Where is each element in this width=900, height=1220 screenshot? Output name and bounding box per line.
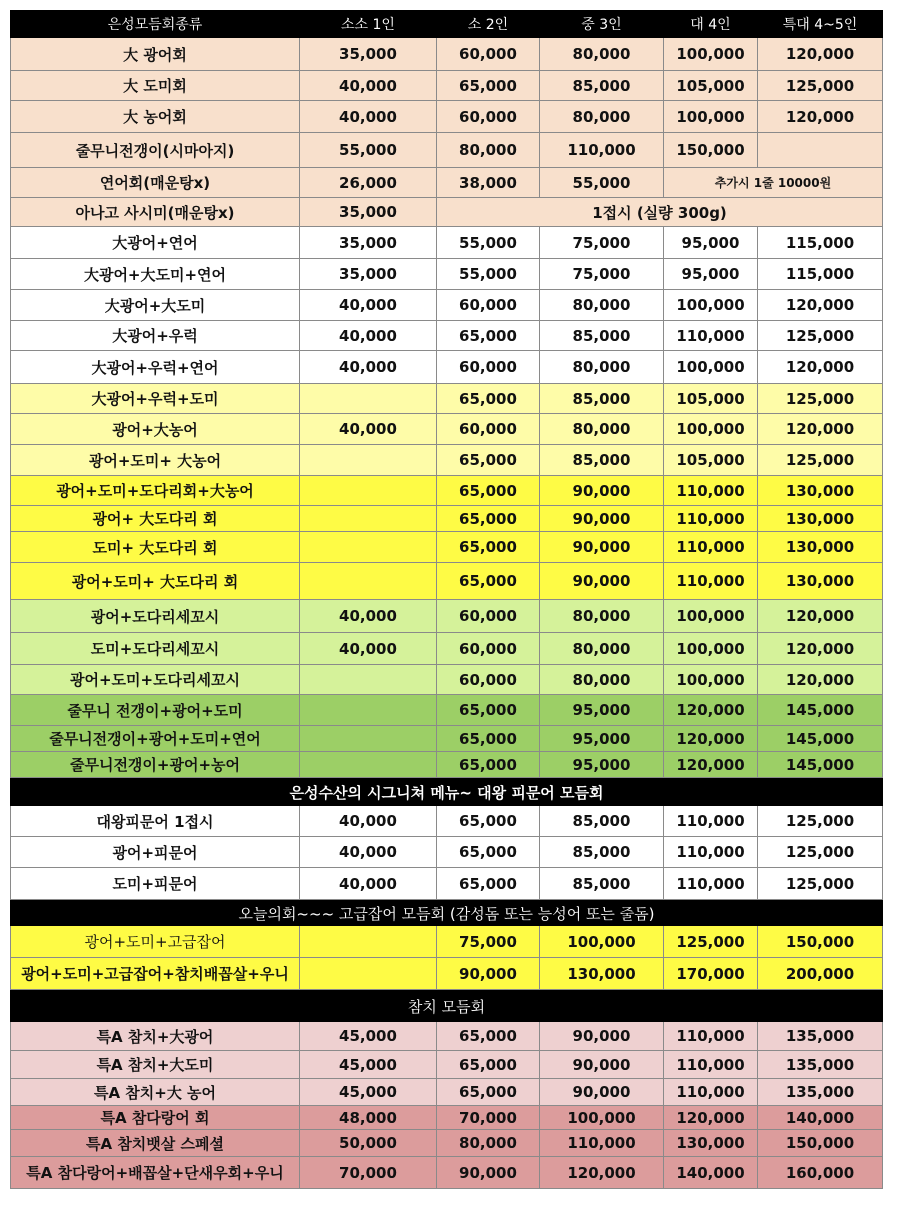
header-size-2: 소 2인 [437, 10, 540, 38]
price-size-1 [300, 563, 437, 600]
price-size-5: 120,000 [758, 633, 883, 665]
price-size-3: 90,000 [540, 476, 664, 506]
price-size-5: 130,000 [758, 563, 883, 600]
menu-row [10, 633, 883, 665]
menu-row [10, 1051, 883, 1079]
price-size-5: 125,000 [758, 806, 883, 837]
price-size-5: 145,000 [758, 752, 883, 778]
menu-name: 大광어+연어 [10, 227, 300, 259]
menu-row [10, 665, 883, 695]
menu-row [10, 290, 883, 321]
menu-row [10, 1079, 883, 1106]
price-size-4: 110,000 [664, 837, 758, 868]
menu-row [10, 445, 883, 476]
price-size-2: 65,000 [437, 868, 540, 900]
price-size-2: 65,000 [437, 71, 540, 101]
price-size-1: 40,000 [300, 71, 437, 101]
price-size-4: 95,000 [664, 259, 758, 290]
price-size-5: 125,000 [758, 837, 883, 868]
menu-name: 특A 참치+大 농어 [10, 1079, 300, 1106]
menu-row [10, 259, 883, 290]
menu-name: 연어회(매운탕x) [10, 168, 300, 198]
menu-row [10, 837, 883, 868]
menu-name: 大 농어회 [10, 101, 300, 133]
price-size-3: 85,000 [540, 384, 664, 414]
price-size-2: 65,000 [437, 476, 540, 506]
price-size-4: 110,000 [664, 321, 758, 351]
menu-name: 도미+피문어 [10, 868, 300, 900]
price-size-3: 80,000 [540, 633, 664, 665]
menu-name: 광어+ 大도다리 회 [10, 506, 300, 532]
menu-name: 도미+도다리세꼬시 [10, 633, 300, 665]
price-size-4: 100,000 [664, 600, 758, 633]
menu-name: 광어+피문어 [10, 837, 300, 868]
price-size-4: 100,000 [664, 665, 758, 695]
price-size-4: 120,000 [664, 726, 758, 752]
price-size-3: 75,000 [540, 227, 664, 259]
price-size-1: 45,000 [300, 1079, 437, 1106]
price-size-5: 120,000 [758, 38, 883, 71]
price-size-5: 120,000 [758, 665, 883, 695]
price-size-5: 115,000 [758, 227, 883, 259]
price-size-4: 120,000 [664, 1106, 758, 1130]
price-size-1: 50,000 [300, 1130, 437, 1157]
price-size-1: 40,000 [300, 868, 437, 900]
price-size-1: 45,000 [300, 1022, 437, 1051]
price-size-1: 40,000 [300, 351, 437, 384]
menu-row [10, 198, 883, 227]
menu-row [10, 71, 883, 101]
price-size-3: 95,000 [540, 695, 664, 726]
table-header [10, 10, 883, 38]
menu-name: 大 도미회 [10, 71, 300, 101]
price-size-5: 135,000 [758, 1022, 883, 1051]
price-size-2: 65,000 [437, 1079, 540, 1106]
price-size-1 [300, 926, 437, 958]
price-size-2: 60,000 [437, 290, 540, 321]
price-size-4: 110,000 [664, 563, 758, 600]
price-size-2: 60,000 [437, 665, 540, 695]
price-size-5: 120,000 [758, 101, 883, 133]
menu-name: 大광어+大도미 [10, 290, 300, 321]
price-size-4: 125,000 [664, 926, 758, 958]
price-size-2: 65,000 [437, 1051, 540, 1079]
price-size-4: 105,000 [664, 71, 758, 101]
menu-name: 광어+도미+고급잡어+참치배꼽살+우니 [10, 958, 300, 990]
menu-name: 광어+도미+고급잡어 [10, 926, 300, 958]
price-size-4: 105,000 [664, 384, 758, 414]
price-size-3: 120,000 [540, 1157, 664, 1189]
price-size-1 [300, 476, 437, 506]
menu-name: 광어+도다리세꼬시 [10, 600, 300, 633]
price-size-2: 65,000 [437, 695, 540, 726]
price-size-5: 150,000 [758, 1130, 883, 1157]
price-size-5: 160,000 [758, 1157, 883, 1189]
price-size-2: 65,000 [437, 837, 540, 868]
menu-row [10, 695, 883, 726]
menu-row [10, 506, 883, 532]
price-size-2: 60,000 [437, 414, 540, 445]
price-size-2: 55,000 [437, 259, 540, 290]
section-title: 오늘의회~~~ 고급잡어 모듬회 (감성돔 또는 능성어 또는 줄돔) [10, 900, 883, 926]
price-size-2: 60,000 [437, 101, 540, 133]
price-size-4: 100,000 [664, 290, 758, 321]
price-size-3: 85,000 [540, 806, 664, 837]
price-size-2: 60,000 [437, 351, 540, 384]
section-title: 참치 모듬회 [10, 990, 883, 1022]
price-size-1: 48,000 [300, 1106, 437, 1130]
menu-row [10, 168, 883, 198]
menu-row [10, 476, 883, 506]
menu-row [10, 414, 883, 445]
menu-row [10, 958, 883, 990]
price-size-5: 125,000 [758, 71, 883, 101]
price-size-2: 60,000 [437, 38, 540, 71]
price-size-2: 90,000 [437, 958, 540, 990]
header-size-4: 대 4인 [664, 10, 758, 38]
section-header [10, 778, 883, 806]
price-size-3: 90,000 [540, 506, 664, 532]
price-size-1 [300, 752, 437, 778]
menu-name: 특A 참치+大광어 [10, 1022, 300, 1051]
price-size-4: 100,000 [664, 101, 758, 133]
price-size-2: 90,000 [437, 1157, 540, 1189]
price-size-1: 35,000 [300, 38, 437, 71]
price-size-5: 145,000 [758, 695, 883, 726]
section-header [10, 900, 883, 926]
menu-row [10, 351, 883, 384]
price-size-3: 80,000 [540, 290, 664, 321]
price-size-1: 35,000 [300, 198, 437, 227]
price-size-3: 85,000 [540, 837, 664, 868]
price-size-5: 125,000 [758, 868, 883, 900]
price-size-3: 95,000 [540, 752, 664, 778]
menu-row [10, 868, 883, 900]
menu-name: 광어+大농어 [10, 414, 300, 445]
price-size-1 [300, 695, 437, 726]
price-size-2: 60,000 [437, 600, 540, 633]
price-size-1: 45,000 [300, 1051, 437, 1079]
price-size-4: 110,000 [664, 532, 758, 563]
price-size-2: 65,000 [437, 563, 540, 600]
menu-row [10, 1130, 883, 1157]
price-size-3: 110,000 [540, 133, 664, 168]
price-size-5: 120,000 [758, 600, 883, 633]
price-size-5: 140,000 [758, 1106, 883, 1130]
menu-name: 줄무니전갱이+광어+농어 [10, 752, 300, 778]
price-size-3: 80,000 [540, 665, 664, 695]
price-size-2: 65,000 [437, 726, 540, 752]
menu-row [10, 600, 883, 633]
price-size-1 [300, 532, 437, 563]
price-size-5 [758, 133, 883, 168]
price-size-2: 65,000 [437, 445, 540, 476]
menu-row [10, 926, 883, 958]
price-size-1 [300, 445, 437, 476]
header-size-1: 소소 1인 [300, 10, 437, 38]
price-size-3: 80,000 [540, 101, 664, 133]
price-size-4: 110,000 [664, 1022, 758, 1051]
menu-row [10, 1157, 883, 1189]
price-size-3: 85,000 [540, 321, 664, 351]
price-size-2: 55,000 [437, 227, 540, 259]
menu-row [10, 752, 883, 778]
menu-row [10, 384, 883, 414]
price-size-1: 40,000 [300, 633, 437, 665]
price-size-1: 40,000 [300, 837, 437, 868]
price-size-3: 90,000 [540, 1022, 664, 1051]
menu-row [10, 133, 883, 168]
menu-name: 광어+도미+도다리세꼬시 [10, 665, 300, 695]
price-size-3: 80,000 [540, 351, 664, 384]
menu-row [10, 1022, 883, 1051]
serving-note: 1접시 (실량 300g) [437, 198, 883, 227]
price-size-4: 110,000 [664, 868, 758, 900]
price-size-3: 90,000 [540, 1079, 664, 1106]
price-size-1 [300, 506, 437, 532]
price-size-4: 105,000 [664, 445, 758, 476]
menu-row [10, 321, 883, 351]
menu-name: 大광어+우럭 [10, 321, 300, 351]
header-size-5: 특대 4~5인 [758, 10, 883, 38]
price-size-4: 140,000 [664, 1157, 758, 1189]
price-size-5: 125,000 [758, 445, 883, 476]
price-size-3: 90,000 [540, 1051, 664, 1079]
menu-name: 특A 참치+大도미 [10, 1051, 300, 1079]
price-size-2: 65,000 [437, 321, 540, 351]
price-size-5: 125,000 [758, 384, 883, 414]
price-size-5: 200,000 [758, 958, 883, 990]
price-size-1: 55,000 [300, 133, 437, 168]
price-size-3: 90,000 [540, 563, 664, 600]
price-size-5: 120,000 [758, 351, 883, 384]
price-size-1: 70,000 [300, 1157, 437, 1189]
price-size-1 [300, 958, 437, 990]
price-size-1 [300, 665, 437, 695]
price-size-5: 120,000 [758, 290, 883, 321]
price-size-3: 85,000 [540, 71, 664, 101]
price-size-4: 110,000 [664, 1079, 758, 1106]
price-size-5: 135,000 [758, 1051, 883, 1079]
price-size-3: 100,000 [540, 1106, 664, 1130]
menu-name: 대왕피문어 1접시 [10, 806, 300, 837]
price-size-4: 150,000 [664, 133, 758, 168]
header-size-3: 중 3인 [540, 10, 664, 38]
price-size-3: 130,000 [540, 958, 664, 990]
menu-row [10, 227, 883, 259]
price-size-3: 80,000 [540, 600, 664, 633]
section-title: 은성수산의 시그니쳐 메뉴~ 대왕 피문어 모듬회 [10, 778, 883, 806]
menu-name: 광어+도미+도다리회+大농어 [10, 476, 300, 506]
price-size-1: 26,000 [300, 168, 437, 198]
price-size-5: 115,000 [758, 259, 883, 290]
price-size-4: 120,000 [664, 695, 758, 726]
price-size-2: 75,000 [437, 926, 540, 958]
price-size-5: 135,000 [758, 1079, 883, 1106]
menu-name: 줄무니전갱이+광어+도미+연어 [10, 726, 300, 752]
menu-name: 광어+도미+ 大도다리 회 [10, 563, 300, 600]
price-size-1 [300, 384, 437, 414]
price-size-4: 100,000 [664, 351, 758, 384]
price-size-3: 85,000 [540, 868, 664, 900]
price-size-2: 65,000 [437, 384, 540, 414]
price-size-1 [300, 726, 437, 752]
menu-name: 줄무니전갱이(시마아지) [10, 133, 300, 168]
price-size-5: 130,000 [758, 476, 883, 506]
price-size-3: 80,000 [540, 414, 664, 445]
menu-row [10, 1106, 883, 1130]
menu-row [10, 563, 883, 600]
menu-name: 大광어+우럭+연어 [10, 351, 300, 384]
price-size-1: 40,000 [300, 806, 437, 837]
price-size-4: 95,000 [664, 227, 758, 259]
price-size-5: 120,000 [758, 414, 883, 445]
price-size-4: 100,000 [664, 414, 758, 445]
price-size-4: 110,000 [664, 806, 758, 837]
menu-name: 아나고 사시미(매운탕x) [10, 198, 300, 227]
price-size-4: 110,000 [664, 506, 758, 532]
price-size-1: 40,000 [300, 290, 437, 321]
menu-name: 특A 참다랑어+배꼽살+단새우회+우니 [10, 1157, 300, 1189]
menu-row [10, 726, 883, 752]
price-size-3: 100,000 [540, 926, 664, 958]
price-size-4: 130,000 [664, 1130, 758, 1157]
price-size-1: 35,000 [300, 227, 437, 259]
price-size-3: 90,000 [540, 532, 664, 563]
price-size-4: 170,000 [664, 958, 758, 990]
price-size-5: 130,000 [758, 532, 883, 563]
price-size-3: 75,000 [540, 259, 664, 290]
extra-note: 추가시 1줄 10000원 [664, 168, 883, 198]
price-size-1: 40,000 [300, 321, 437, 351]
menu-name: 특A 참치뱃살 스페셜 [10, 1130, 300, 1157]
section-header [10, 990, 883, 1022]
price-size-5: 130,000 [758, 506, 883, 532]
price-size-5: 125,000 [758, 321, 883, 351]
price-size-4: 100,000 [664, 633, 758, 665]
menu-name: 大 광어회 [10, 38, 300, 71]
price-size-3: 55,000 [540, 168, 664, 198]
price-size-2: 65,000 [437, 806, 540, 837]
menu-row [10, 101, 883, 133]
menu-row [10, 532, 883, 563]
menu-name: 광어+도미+ 大농어 [10, 445, 300, 476]
price-size-2: 80,000 [437, 133, 540, 168]
menu-row [10, 806, 883, 837]
menu-row [10, 38, 883, 71]
menu-name: 大광어+우럭+도미 [10, 384, 300, 414]
price-size-5: 150,000 [758, 926, 883, 958]
menu-name: 특A 참다랑어 회 [10, 1106, 300, 1130]
menu-name: 줄무니 전갱이+광어+도미 [10, 695, 300, 726]
price-size-1: 40,000 [300, 101, 437, 133]
price-size-2: 65,000 [437, 752, 540, 778]
price-size-1: 40,000 [300, 600, 437, 633]
price-size-2: 60,000 [437, 633, 540, 665]
price-size-2: 38,000 [437, 168, 540, 198]
price-size-4: 110,000 [664, 476, 758, 506]
price-size-2: 65,000 [437, 506, 540, 532]
price-size-4: 110,000 [664, 1051, 758, 1079]
price-size-2: 65,000 [437, 532, 540, 563]
menu-name: 大광어+大도미+연어 [10, 259, 300, 290]
price-size-3: 80,000 [540, 38, 664, 71]
price-size-5: 145,000 [758, 726, 883, 752]
header-menu-type: 은성모듬회종류 [10, 10, 300, 38]
price-size-2: 80,000 [437, 1130, 540, 1157]
price-size-1: 40,000 [300, 414, 437, 445]
price-size-3: 95,000 [540, 726, 664, 752]
menu-name: 도미+ 大도다리 회 [10, 532, 300, 563]
price-size-3: 110,000 [540, 1130, 664, 1157]
price-size-4: 100,000 [664, 38, 758, 71]
price-size-3: 85,000 [540, 445, 664, 476]
price-size-2: 70,000 [437, 1106, 540, 1130]
price-size-4: 120,000 [664, 752, 758, 778]
price-size-2: 65,000 [437, 1022, 540, 1051]
price-size-1: 35,000 [300, 259, 437, 290]
